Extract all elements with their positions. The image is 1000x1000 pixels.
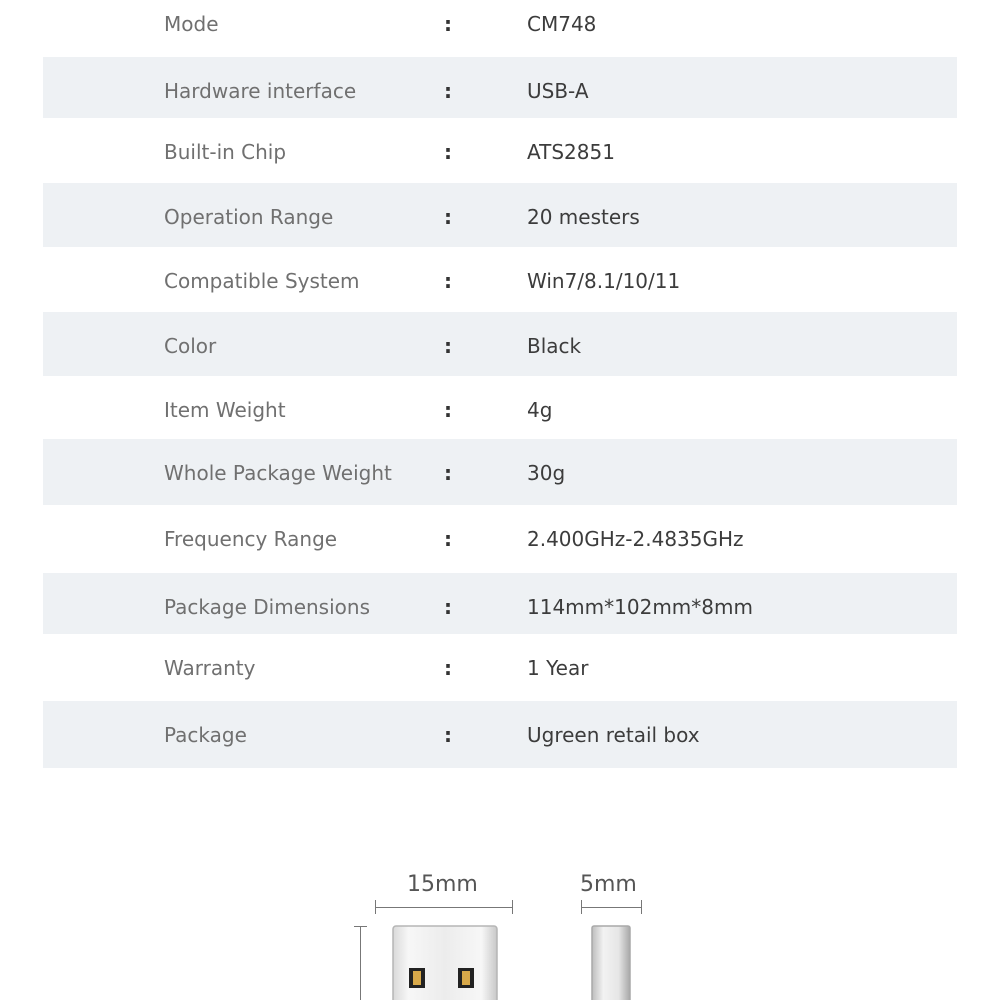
usb-connector-front-icon bbox=[392, 925, 498, 1000]
spec-value: 1 Year bbox=[527, 655, 589, 680]
width-dimension-line bbox=[375, 907, 513, 908]
spec-row-item-weight bbox=[43, 376, 957, 443]
thickness-dimension-line bbox=[581, 907, 642, 908]
spec-separator: : bbox=[444, 333, 452, 358]
spec-separator: : bbox=[444, 139, 452, 164]
thickness-dimension-tick-right bbox=[641, 900, 642, 914]
spec-separator: : bbox=[444, 460, 452, 485]
spec-row-package bbox=[43, 701, 957, 768]
spec-label: Warranty bbox=[164, 655, 256, 680]
spec-separator: : bbox=[444, 78, 452, 103]
spec-label: Color bbox=[164, 333, 217, 358]
spec-label: Built-in Chip bbox=[164, 139, 287, 164]
spec-row-mode bbox=[43, 0, 957, 57]
spec-separator: : bbox=[444, 397, 452, 422]
spec-value: 30g bbox=[527, 460, 566, 485]
spec-value: CM748 bbox=[527, 11, 597, 36]
spec-separator: : bbox=[444, 11, 452, 36]
spec-separator: : bbox=[444, 204, 452, 229]
spec-label: Item Weight bbox=[164, 397, 286, 422]
spec-label: Compatible System bbox=[164, 268, 360, 293]
spec-value: USB-A bbox=[527, 78, 589, 103]
thickness-dimension-tick-left bbox=[581, 900, 582, 914]
spec-separator: : bbox=[444, 268, 452, 293]
width-dimension-tick-left bbox=[375, 900, 376, 914]
spec-separator: : bbox=[444, 655, 452, 680]
width-dimension-label: 15mm bbox=[407, 872, 478, 897]
spec-separator: : bbox=[444, 722, 452, 747]
spec-row-whole-package-weight bbox=[43, 439, 957, 506]
spec-label: Package bbox=[164, 722, 247, 747]
spec-separator: : bbox=[444, 526, 452, 551]
spec-value: Black bbox=[527, 333, 582, 358]
spec-value: 20 mesters bbox=[527, 204, 640, 229]
spec-label: Operation Range bbox=[164, 204, 334, 229]
spec-separator: : bbox=[444, 594, 452, 619]
spec-value: 2.400GHz-2.4835GHz bbox=[527, 526, 744, 551]
spec-row-frequency-range bbox=[43, 505, 957, 572]
spec-label: Hardware interface bbox=[164, 78, 357, 103]
spec-row-package-dimensions bbox=[43, 573, 957, 640]
spec-label: Frequency Range bbox=[164, 526, 338, 551]
spec-row-operation-range bbox=[43, 183, 957, 250]
spec-row-color bbox=[43, 312, 957, 379]
spec-row-warranty bbox=[43, 634, 957, 701]
spec-row-built-in-chip bbox=[43, 118, 957, 185]
spec-value: Win7/8.1/10/11 bbox=[527, 268, 681, 293]
spec-value: 4g bbox=[527, 397, 553, 422]
spec-value: ATS2851 bbox=[527, 139, 615, 164]
spec-value: Ugreen retail box bbox=[527, 722, 700, 747]
width-dimension-tick-right bbox=[512, 900, 513, 914]
spec-value: 114mm*102mm*8mm bbox=[527, 594, 753, 619]
thickness-dimension-label: 5mm bbox=[580, 872, 637, 897]
usb-connector-side-icon bbox=[591, 925, 631, 1000]
spec-row-compatible-system bbox=[43, 247, 957, 314]
spec-label: Whole Package Weight bbox=[164, 460, 392, 485]
spec-row-hardware-interface bbox=[43, 57, 957, 124]
spec-label: Package Dimensions bbox=[164, 594, 370, 619]
spec-label: Mode bbox=[164, 11, 219, 36]
length-dimension-tick-top bbox=[354, 926, 367, 927]
length-dimension-line bbox=[360, 926, 361, 1000]
